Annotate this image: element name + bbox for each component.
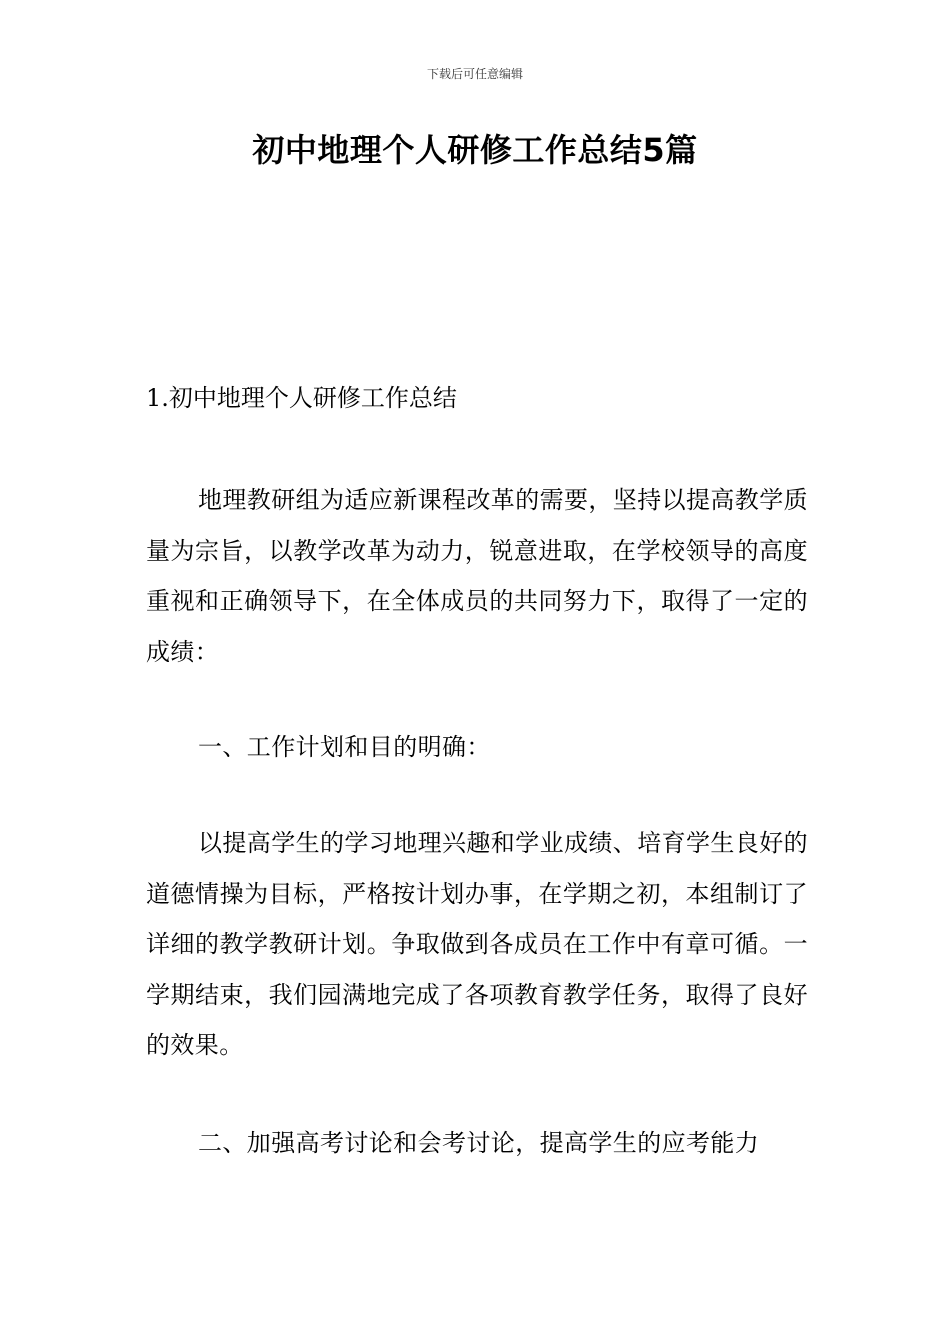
document-title: 初中地理个人研修工作总结5篇 (252, 131, 698, 169)
subheading-work-plan: 一、工作计划和目的明确： (198, 733, 491, 761)
subheading-exam-research: 二、加强高考讨论和会考讨论，提高学生的应考能力 (198, 1129, 760, 1157)
section-heading: 1.初中地理个人研修工作总结 (146, 384, 457, 412)
header-note: 下载后可任意编辑 (426, 67, 523, 81)
paragraph-intro: 地理教研组为适应新课程改革的需要，坚持以提高教学质量为宗旨，以教学改革为动力，锐意进取，在学校领导的高度重视和正确领导下，在全体成员的共同努力下，取得了一定的成绩： (146, 486, 808, 666)
paragraph-work-plan: 以提高学生的学习地理兴趣和学业成绩、培育学生良好的道德情操为目标，严格按计划办事，在学期之初，本组制订了详细的教学教研计划。争取做到各成员在工作中有章可循。一学期结束，我们园满地完成了各项教育教学任务，取得了良好的效果。 (146, 829, 808, 1059)
